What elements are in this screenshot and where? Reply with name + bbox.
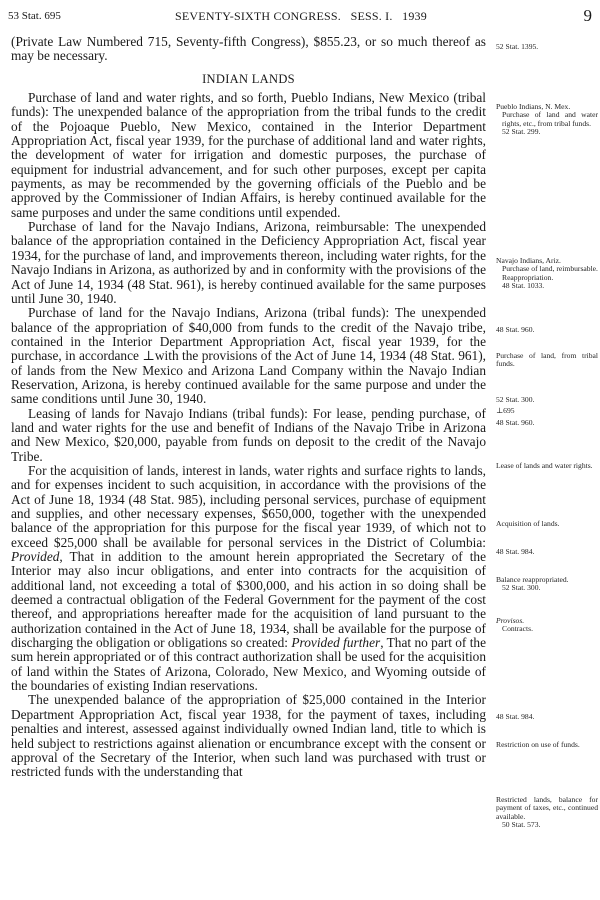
header-session: SESS. I. — [350, 9, 393, 23]
paragraph-navajo-tribal: Purchase of land for the Navajo Indians, Arizona (tribal funds): The unexpended balance of the appropriation of $40,000 from funds to the credit of the Navajo tribe, contained in the Interior Department Appropriation Act, fiscal year 1939, for the purchase, in accordance ⊥with the provisions of the Act of June 14, 1934 (48 Stat. 961), of lands from the New Mexico and Arizona Land Company within the Navajo Indian Reservation, Arizona, is hereby continued available for the same purpose and under the same conditions until June 30, 1940. — [11, 305, 486, 407]
paragraph-continuation: (Private Law Numbered 715, Seventy-fifth Congress), $855.23, or so much thereof as may be necessary. — [11, 34, 486, 64]
margin-note: 48 Stat. 984. — [496, 712, 535, 721]
header-stat-reference: 53 Stat. 695 — [8, 10, 61, 22]
header-congress: SEVENTY-SIXTH CONGRESS. — [175, 9, 341, 23]
margin-note: Pueblo Indians, N. Mex. Purchase of land and water rights, etc., from tribal funds. 52 Stat. 299. — [496, 102, 598, 137]
margin-note: 52 Stat. 300. ⊥695 48 Stat. 960. — [496, 395, 535, 427]
margin-note: 48 Stat. 960. — [496, 325, 535, 334]
margin-note: 52 Stat. 1395. — [496, 42, 539, 51]
proviso-provided: Provided — [11, 549, 60, 565]
margin-note: Acquisition of lands. — [496, 519, 560, 528]
margin-note: 48 Stat. 984. — [496, 547, 535, 556]
margin-note: Lease of lands and water rights. — [496, 461, 593, 470]
margin-note: Restriction on use of funds. — [496, 740, 580, 749]
paragraph-pueblo: Purchase of land and water rights, and so forth, Pueblo Indians, New Mexico (tribal funds): The unexpended balance of the appropriation from the tribal funds to the credit of the Pojoaque Pueblo, New Mexico, contained in the Interior Department Appropriation Act, fiscal year 1939, for the purchase of additional land and water rights, the development of water for irrigation and domestic purposes, the purchase of equipment for industrial advancement, and for such other purposes, except per capita payments, as may be recommended by the governing officials of the Pueblo and be approved by the Commissioner of Indian Affairs, is hereby continued available for the same purposes and under the same conditions until expended. — [11, 90, 486, 220]
paragraph-leasing: Leasing of lands for Navajo Indians (tribal funds): For lease, pending purchase, of land and water rights for the use and benefit of Indians of the Navajo Tribe in Arizona and New Mexico, $20,000, payable from funds on deposit to the credit of the Navajo Tribe. — [11, 405, 486, 464]
section-heading: INDIAN LANDS — [202, 71, 295, 86]
paragraph-taxes: The unexpended balance of the appropriation of $25,000 contained in the Interior Department Appropriation Act, fiscal year 1938, for the payment of taxes, including penalties and interest, assessed against individually owned Indian land, title to which is held subject to restrictions against alienation or encumbrance except with the consent or approval of the Secretary of the Interior, when such land was purchased with trust or restricted funds with the understanding that — [11, 692, 486, 780]
margin-note: Balance reappropriated. 52 Stat. 300. — [496, 575, 569, 593]
header-year: 1939 — [402, 9, 427, 23]
page-number: 9 — [583, 6, 592, 25]
proviso-provided-further: Provided further — [291, 635, 381, 651]
paragraph-navajo-reimbursable: Purchase of land for the Navajo Indians, Arizona, reimbursable: The unexpended balance of the appropriation contained in the Deficiency Appropriation Act, fiscal year 1934, for the purchase of land, and improvements thereon, including water rights, for the Navajo Indians in Arizona, as authorized by and in conformity with the provisions of the Act of June 14, 1934 (48 Stat. 961), is hereby continued available for the same purposes until June 30, 1940. — [11, 219, 486, 306]
header-title — [8, 9, 594, 24]
margin-note: Purchase of land, from tribal funds. — [496, 351, 598, 369]
main-text-column — [11, 35, 486, 780]
margin-note: Restricted lands, balance for payment of taxes, etc., continued available. 50 Stat. 573. — [496, 795, 598, 830]
running-header — [8, 8, 594, 26]
paragraph-acquisition: For the acquisition of lands, interest in lands, water rights and surface rights to lands, and for expenses incident to such acquisition, in accordance with the provisions of the Act of June 18, 1934 (48 Stat. 985), including personal services, purchase of equipment and supplies, and other necessary expenses, $650,000, together with the unexpended balance of the appropriation for this purpose for the fiscal year 1939, of which not to exceed $25,000 shall be available for personal services in the District of Columbia: Provided, That in addition to the amount herein appropriated the Secretary of the Interior may also incur obligations, and enter into contracts for the acquisition of additional land, not exceeding a total of $300,000, and his action in so doing shall be deemed a contractual obligation of the Federal Government for the payment of the cost thereof, and appropriations hereafter made for the acquisition of land pursuant to the authorization contained in the Act of June 18, 1934, shall be available for the purpose of discharging the obligation or obligations so created: Provided further, That no part of the sum herein appropriated or of this contract authorization shall be used for the acquisition of land within the States of Arizona, Colorado, New Mexico, and Wyoming outside of the boundaries of existing Indian reservations. — [11, 462, 487, 694]
margin-note: Provisos. Contracts. — [496, 616, 534, 634]
margin-note: Navajo Indians, Ariz. Purchase of land, reimbursable. Reappropriation. 48 Stat. 1033. — [496, 256, 598, 291]
